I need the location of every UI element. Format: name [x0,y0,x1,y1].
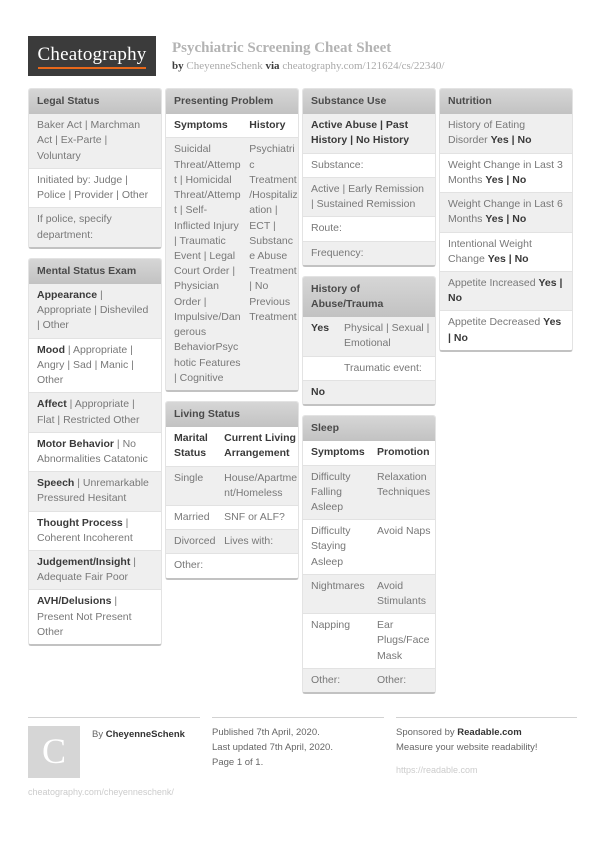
text: Avoid Naps [377,525,431,538]
sponsor-tagline: Measure your website readability! [396,741,538,753]
table-row [303,613,435,668]
table-header-cell [166,114,241,137]
card-row [29,432,161,471]
page-title: Psychiatric Screening Cheat Sheet [172,40,392,56]
published-date: Published 7th April, 2020. [212,727,320,739]
footer-publish-section [212,717,384,800]
text: Suicidal Threat/Attempt | Homicidal Threat/Attempt | Self-Inflicted Injury | Traumatic Event | Legal Court Order | Physician Order | Impulsive/Dangerous BehaviorPsychotic Features | Cognitive [174,143,241,384]
card-row [440,114,572,152]
column-3 [302,88,436,703]
footer-author-section [28,717,200,800]
text: Promotion [377,446,430,459]
table-cell [166,138,241,390]
card-row [29,338,161,393]
card-row [29,207,161,246]
table-row [166,466,298,505]
bold-text: AVH/Delusions [37,595,112,608]
header-title-block [172,36,444,72]
table-header-cell [166,427,216,465]
table-row [166,529,298,553]
text: History of Eating Disorder [448,119,526,147]
table-cell [303,520,369,574]
text: If police, specify department: [37,213,112,241]
card-title: Nutrition [440,89,572,114]
text: Traumatic event: [344,361,422,374]
text: Nightmares [311,579,365,592]
card-row [440,232,572,271]
card-title: Legal Status [29,89,161,114]
page-number: Page 1 of 1. [212,756,264,768]
bold-text: Motor Behavior [37,437,115,450]
table-cell [303,381,336,404]
table-header-cell [303,441,369,464]
text: History [249,119,286,132]
table-cell [303,466,369,520]
bold-text: Yes | No [485,213,527,226]
card-legal-status [28,88,162,249]
byline [172,60,444,72]
table-header-cell [241,114,298,137]
table-row [303,356,435,380]
table-cell [216,467,298,505]
text: Avoid Stimulants [377,579,427,608]
table-cell [216,506,298,529]
byline-by: by [172,60,184,72]
table-row [303,574,435,613]
bold-text: Yes | No [490,134,532,147]
text: Napping [311,619,351,632]
table-cell [166,506,216,529]
text: Psychiatric Treatment/Hospitalization | ECT | Substance Abuse Treatment | No Previous Treatment [249,143,298,323]
text: Relaxation Techniques [377,470,431,498]
card-row [303,216,435,240]
text: Weight Change in Last 3 Months [448,158,563,186]
table-row [303,668,435,692]
text: Appetite Decreased [448,316,544,329]
text: Symptoms [311,446,365,459]
card-row [29,392,161,431]
table-header-cell [216,427,298,465]
table-cell [166,530,216,553]
table-cell [166,554,216,577]
text: | Present Not Present Other [37,595,132,638]
sponsor-url[interactable]: https://readable.com [396,764,478,775]
text: | Unremarkable Pressured Hesitant [37,477,149,505]
text: Frequency: [311,246,364,259]
table-row [303,317,435,355]
cheatography-logo[interactable] [28,36,156,76]
card-row [29,168,161,207]
card-row [440,271,572,310]
bold-text: Thought Process [37,516,123,529]
text: Physical | Sexual | Emotional [344,322,430,350]
text: SNF or ALF? [224,511,285,524]
text: Marital Status [174,432,208,460]
bold-text: Yes | No [485,173,527,186]
text: Baker Act | Marchman Act | Ex-Parte | Voluntary [37,119,141,162]
card-row [29,471,161,510]
text: | Coherent Incoherent [37,516,133,544]
byline-author-link[interactable]: CheyenneSchenk [186,60,263,72]
footer-by-line [92,726,185,778]
table-cell [369,614,435,668]
text: Substance: [311,158,364,171]
card-history-of-abuse-trauma [302,276,436,406]
text: Married [174,511,210,524]
bold-text: Active Abuse | Past History | No History [311,119,410,147]
text: Ear Plugs/Face Mask [377,619,430,662]
table-row [166,137,298,390]
card-title: Presenting Problem [166,89,298,114]
card-row [29,511,161,550]
text: Other: [377,673,407,686]
text: Difficulty Staying Asleep [311,525,351,568]
text: | Appropriate | Angry | Sad | Manic | Other [37,343,134,387]
table-cell [336,317,435,355]
text: Initiated by: Judge | Police | Provider | Other [37,173,149,202]
table-cell [369,575,435,613]
text: | No Abnormalities Catatonic [37,437,148,465]
card-row [29,284,161,338]
bold-text: Affect [37,398,67,411]
table-cell [336,381,435,404]
column-4 [439,88,573,361]
avatar: C [28,726,80,778]
card-row [303,153,435,177]
table-cell [369,520,435,574]
card-title: History of Abuse/Trauma [303,277,435,317]
footer-sponsor-section [396,717,577,800]
table-header-cell [369,441,435,464]
text: Route: [311,222,342,235]
bold-text: Speech [37,477,75,490]
table-cell [303,614,369,668]
card-nutrition [439,88,573,352]
bold-text: Yes | No [487,252,529,265]
bold-text: Yes [311,322,330,335]
text: | Appropriate | Disheviled | Other [37,288,149,332]
bold-text: No [311,385,325,398]
card-row [303,114,435,152]
footer-author-link[interactable]: CheyenneSchenk [105,729,185,741]
card-row [29,550,161,589]
byline-via: via [265,60,280,72]
table-row [303,465,435,520]
table-cell [336,357,435,380]
footer-by-label: By [92,729,104,741]
footer [28,717,577,800]
table-header-row [303,441,435,464]
byline-sheet-link[interactable]: cheatography.com/121624/cs/22340/ [282,60,445,72]
card-row [440,153,572,192]
table-cell [303,669,369,692]
column-2 [165,88,299,589]
card-title: Sleep [303,416,435,441]
table-cell [166,467,216,505]
bold-text: Mood [37,343,65,356]
text: Divorced [174,535,216,548]
table-cell [241,138,298,390]
text: | Appropriate | Flat | Restricted Other [37,398,140,426]
table-header-row [166,114,298,137]
card-mental-status-exam [28,258,162,646]
text: Appetite Increased [448,276,539,289]
bold-text: Appearance [37,288,98,301]
footer-author-url[interactable]: cheatography.com/cheyenneschenk/ [28,787,174,798]
table-cell [303,317,336,355]
table-header-row [166,427,298,465]
text: | Adequate Fair Poor [37,556,136,584]
bold-text: Yes | No [448,276,563,305]
card-title: Substance Use [303,89,435,114]
text: Symptoms [174,119,228,132]
table-row [303,380,435,404]
text: Lives with: [224,535,274,548]
table-cell [216,554,298,577]
card-row [440,310,572,349]
table-cell [303,357,336,380]
card-row [29,114,161,168]
card-title: Living Status [166,402,298,427]
card-substance-use [302,88,436,267]
logo-text: Cheatography [38,44,147,69]
card-row [303,177,435,216]
header [28,36,577,76]
table-cell [369,466,435,520]
table-row [166,505,298,529]
text: Other: [311,673,341,686]
text: Current Living Arrangement [224,432,296,460]
text: Other: [174,559,204,572]
text: House/Apartment/Homeless [224,471,298,499]
table-cell [216,530,298,553]
card-title: Mental Status Exam [29,259,161,284]
text: Difficulty Falling Asleep [311,470,351,513]
card-row [303,241,435,265]
table-row [303,519,435,574]
card-sleep [302,415,436,694]
text: Intentional Weight Change [448,237,532,265]
card-living-status [165,401,299,580]
card-presenting-problem [165,88,299,392]
table-cell [369,669,435,692]
column-1 [28,88,162,655]
table-row [166,553,298,577]
content-columns [28,88,577,703]
card-row [440,192,572,231]
bold-text: Judgement/Insight [37,556,131,569]
bold-text: Yes | No [448,316,562,344]
card-row [29,589,161,644]
text: Active | Early Remission | Sustained Remission [311,182,425,211]
updated-date: Last updated 7th April, 2020. [212,741,333,753]
sponsor-prefix: Sponsored by [396,727,455,739]
text: Weight Change in Last 6 Months [448,198,563,226]
table-cell [303,575,369,613]
sponsor-link[interactable]: Readable.com [457,727,522,739]
text: Single [174,471,204,484]
sponsor-line [396,726,577,741]
